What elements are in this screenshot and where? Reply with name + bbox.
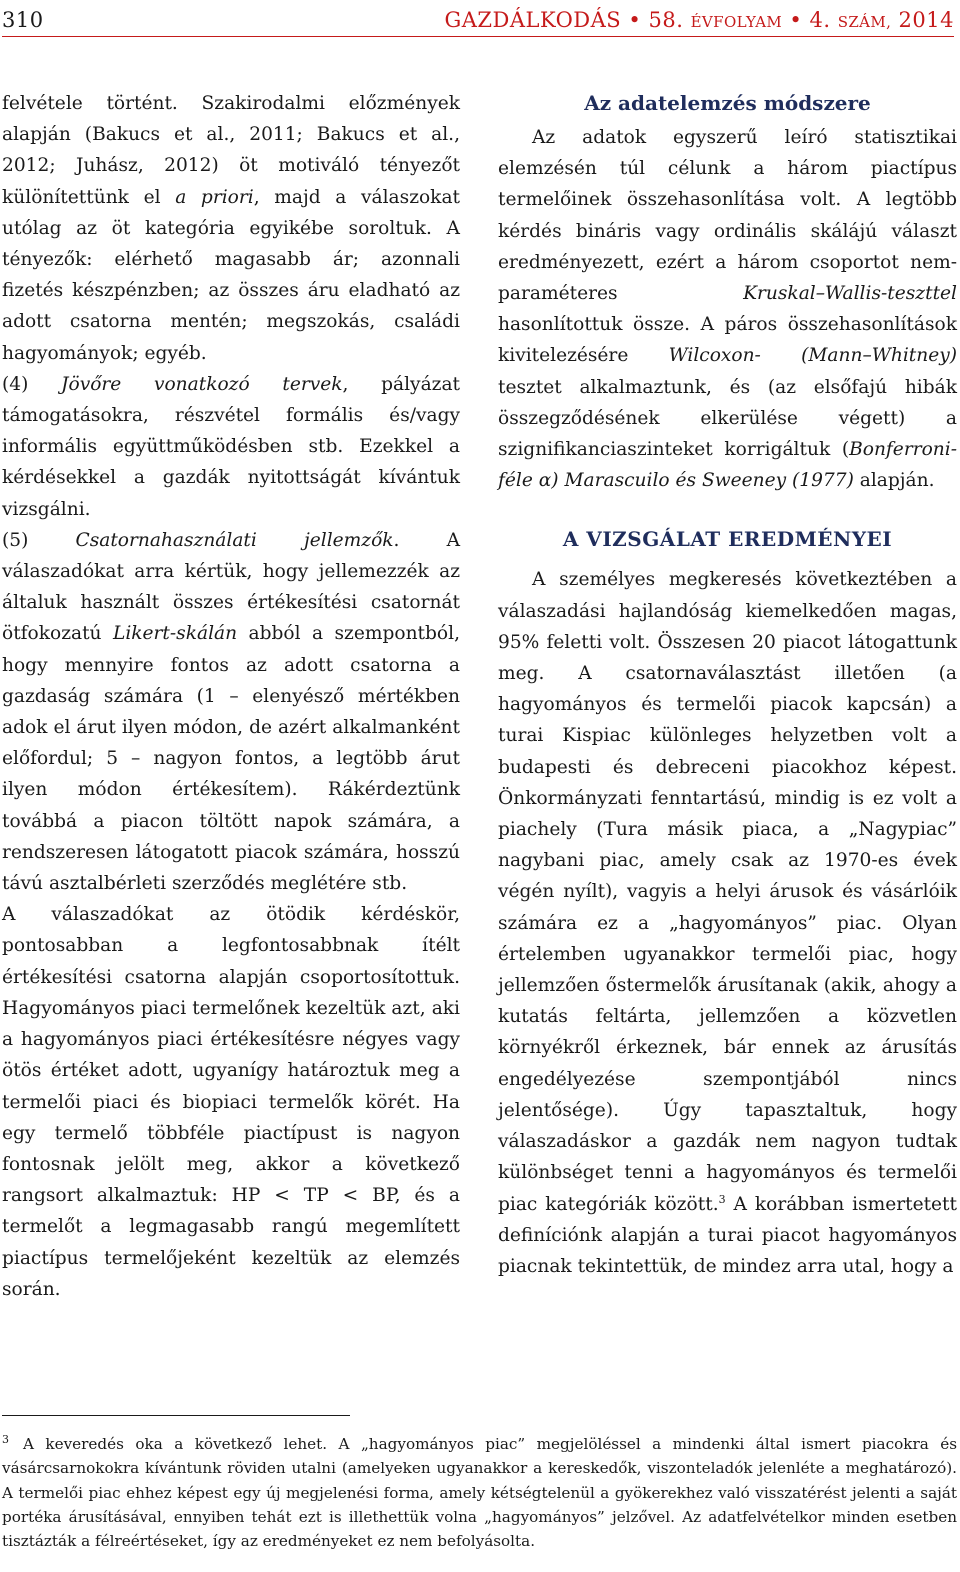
journal-name: GAZDÁLKODÁS [444,8,622,32]
footnote-text: $^3$ A keveredés oka a következő lehet. A „hagyományos piac” megjelöléssel a mindenki által ismert piacokra és vásárcsarnokokra kívántunk röviden utalni (amelyeken ugyanakkor a kereskedők, viszonteladók jelenléte a meghatározó). A termelői piac ehhez képest egy új megjelenési forma, amely kétségtelenül a gyökerekhez való visszatérést jelenti a saját portéka árusításával, ennyiben tehát ezt is illethettük volna „hagyományos” jelzővel. Az adatfelvételkor minden esetben tisztázták a félreértéseket, így az eredményeket ez nem befolyásolta. [2,1432,957,1551]
paragraph-channel-use: (5) Csatornahasználati jellemzők. A válaszadókat arra kértük, hogy jellemezzék az általuk használt összes értékesítési csatornát ötfokozatú Likert-skálán abból a szempontból, hogy mennyire fontos az adott csatorna a gazdaság számára (1 – elenyésző mértékben adok el árut ilyen módon, de azért alkalmanként előfordul; 5 – nagyon fontos, a legtöbb árut ilyen módon értékesítem). Rákérdeztünk továbbá a piacon töltött napok számára, a rendszeresen látogatott piacok számára, hosszú távú asztalbérleti szerződés meglétére stb. [2,529,460,895]
section-title-methods: Az adatelemzés módszere [584,91,871,115]
issue-word: SZÁM, [837,13,892,31]
issue-number: 4. [809,8,831,32]
volume-number: 58. [648,8,684,32]
footnote [2,1432,957,1553]
header-bullet: • [628,8,642,32]
paragraph-future-plans: (4) Jövőre vonatkozó tervek, pályázat támogatásokra, részvétel formális és/vagy informális együttműködésben stb. Ezekkel a kérdésekkel a gazdák nyitottságát kívántuk vizsgálni. [2,373,461,520]
bullet-sep: • [789,8,803,32]
running-header [2,6,954,37]
footnote-reference[interactable]: 3 [718,1192,726,1206]
page-number: 310 [2,8,44,32]
right-column [498,88,957,1282]
journal-title [444,8,954,32]
footnote-rule [2,1415,350,1416]
left-column [2,88,460,1305]
paragraph-motivations: felvétele történt. Szakirodalmi előzmények alapján (Bakucs et al., 2011; Bakucs et al., 2012; Juhász, 2012) öt motiváló tényezőt különítettünk el a priori, majd a válaszokat utólag az öt kategória egyikébe soroltuk. A tényezők: elérhető magasabb ár; azonnali fizetés készpénzben; az összes áru eladható az adott csatorna mentén; megszokás, családi hagyományok; egyéb. [2,93,461,364]
footnote-mark: 3 [2,1432,9,1446]
paragraph-results: A személyes megkeresés következtében a válaszadási hajlandóság kiemelkedően magas, 95% feletti volt. Összesen 20 piacot látogattunk meg. A csatornaválasztást illetően (a hagyományos és termelői piacok kapcsán) a turai Kispiac különleges helyzetben volt a budapesti és debreceni piacokhoz képest. Önkormányzati fenntartású, mindig is ez volt a piachely (Tura másik piaca, a „Nagypiac” nagybani piac, amely csak az 1970-es évek végén nyílt), vagyis a helyi árusok és vásárlóik számára ez a „hagyományos” piac. Olyan értelemben ugyanakkor termelői piac, hogy jellemzően őstermelők árusítanak (akik, ahogy a kutatás feltárta, jellemzően a közvetlen környékről érkeznek, bár ennek az árusítás engedélyezése szempontjából nincs jelentősége). Úgy tapasztaltuk, hogy válaszadáskor a gazdák nem nagyon tudtak különbséget tenni a hagyományos és termelői piac kategóriák között.$^3$ A korábban ismertetett definíciónk alapján a turai piacot hagyományos piacnak tekintettük, de mindez arra utal, hogy a [498,569,957,1277]
section-title-results: A VIZSGÁLAT EREDMÉNYEI [562,527,893,552]
paragraph-grouping: A válaszadókat az ötödik kérdéskör, pontosabban a legfontosabbnak ítélt értékesítési csatorna alapján csoportosítottuk. Hagyományos piaci termelőnek kezeltük azt, aki a hagyományos piaci értékesítésre négyes vagy ötös értéket adott, ugyanígy határoztuk meg a termelői piaci és biopiaci termelők körét. Ha egy termelő többféle piactípust is nagyon fontosnak jelölt meg, akkor a következő rangsort alkalmaztuk: HP < TP < BP, és a termelőt a legmagasabb rangú megemlített piactípus termelőjeként kezeltük az elemzés során. [2,904,460,1300]
year: 2014 [898,8,954,32]
volume-word: ÉVFOLYAM [690,13,783,31]
paragraph-methods: Az adatok egyszerű leíró statisztikai elemzésén túl célunk a három piactípus termelőinek összehasonlítása volt. A legtöbb kérdés bináris vagy ordinális skálájú választ eredményezett, ezért a három csoportot nem-paraméteres Kruskal–Wallis-teszttel hasonlítottuk össze. A páros összehasonlítások kivitelezésére Wilcoxon- (Mann–Whitney) tesztet alkalmaztunk, és (az elsőfajú hibák összegződésének elkerülése végett) a szignifikanciaszinteket korrigáltuk (Bonferroni-féle α) Marascuilo és Sweeney (1977) alapján. [498,127,957,492]
